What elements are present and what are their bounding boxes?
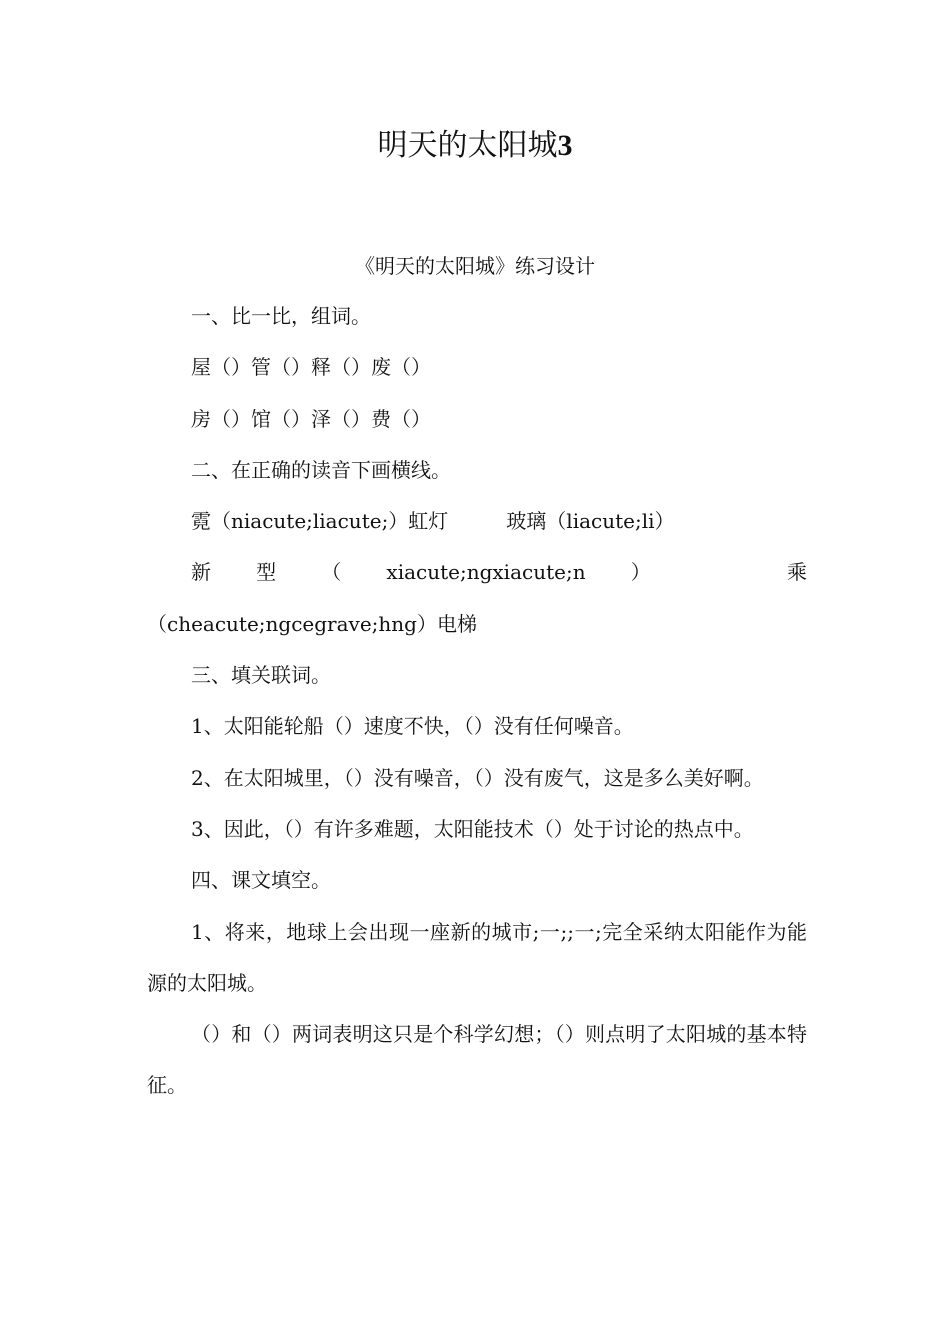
section-2-line-2 [147, 547, 807, 650]
pinyin-item-boli: 玻璃（liacute;li） [506, 509, 675, 534]
section-3-item-2: 2、在太阳城里，（）没有噪音，（）没有废气，这是多么美好啊。 [191, 765, 764, 790]
section-2-heading: 二、在正确的读音下画横线。 [191, 457, 451, 482]
section-3-item-3: 3、因此，（）有许多难题，太阳能技术（）处于讨论的热点中。 [191, 816, 754, 841]
section-3-item-1: 1、太阳能轮船（）速度不快，（）没有任何噪音。 [191, 714, 634, 739]
document-title [0, 122, 950, 170]
document-title-number: 3 [557, 129, 573, 162]
section-3-heading: 三、填关联词。 [191, 663, 331, 688]
section-1-line-2: 房（）馆（）泽（）费（） [191, 406, 431, 431]
section-1-line-1: 屋（）管（）释（）废（） [191, 355, 431, 380]
worksheet-subtitle: 《明天的太阳城》练习设计 [355, 254, 595, 278]
section-4-item-1-note: （）和（）两词表明这只是个科学幻想；（）则点明了太阳城的基本特征。 [147, 1022, 807, 1098]
pinyin-item-xinxing: 新型（xiacute;ngxiacute;n） [191, 560, 696, 585]
section-1-heading: 一、比一比，组词。 [191, 304, 371, 328]
document-title-text: 明天的太阳城 [377, 128, 558, 163]
pinyin-item-cheng: 乘（cheacute;ngcegrave;hng）电梯 [147, 560, 807, 636]
section-4-heading: 四、课文填空。 [191, 868, 331, 893]
section-2-line-1 [147, 496, 807, 547]
pinyin-item-nihong: 霓（niacute;liacute;）虹灯 [191, 509, 449, 534]
worksheet-body [147, 291, 807, 1112]
section-4-item-1: 1、将来，地球上会出现一座新的城市;一;;一;完全采纳太阳能作为能源的太阳城。 [147, 919, 807, 995]
